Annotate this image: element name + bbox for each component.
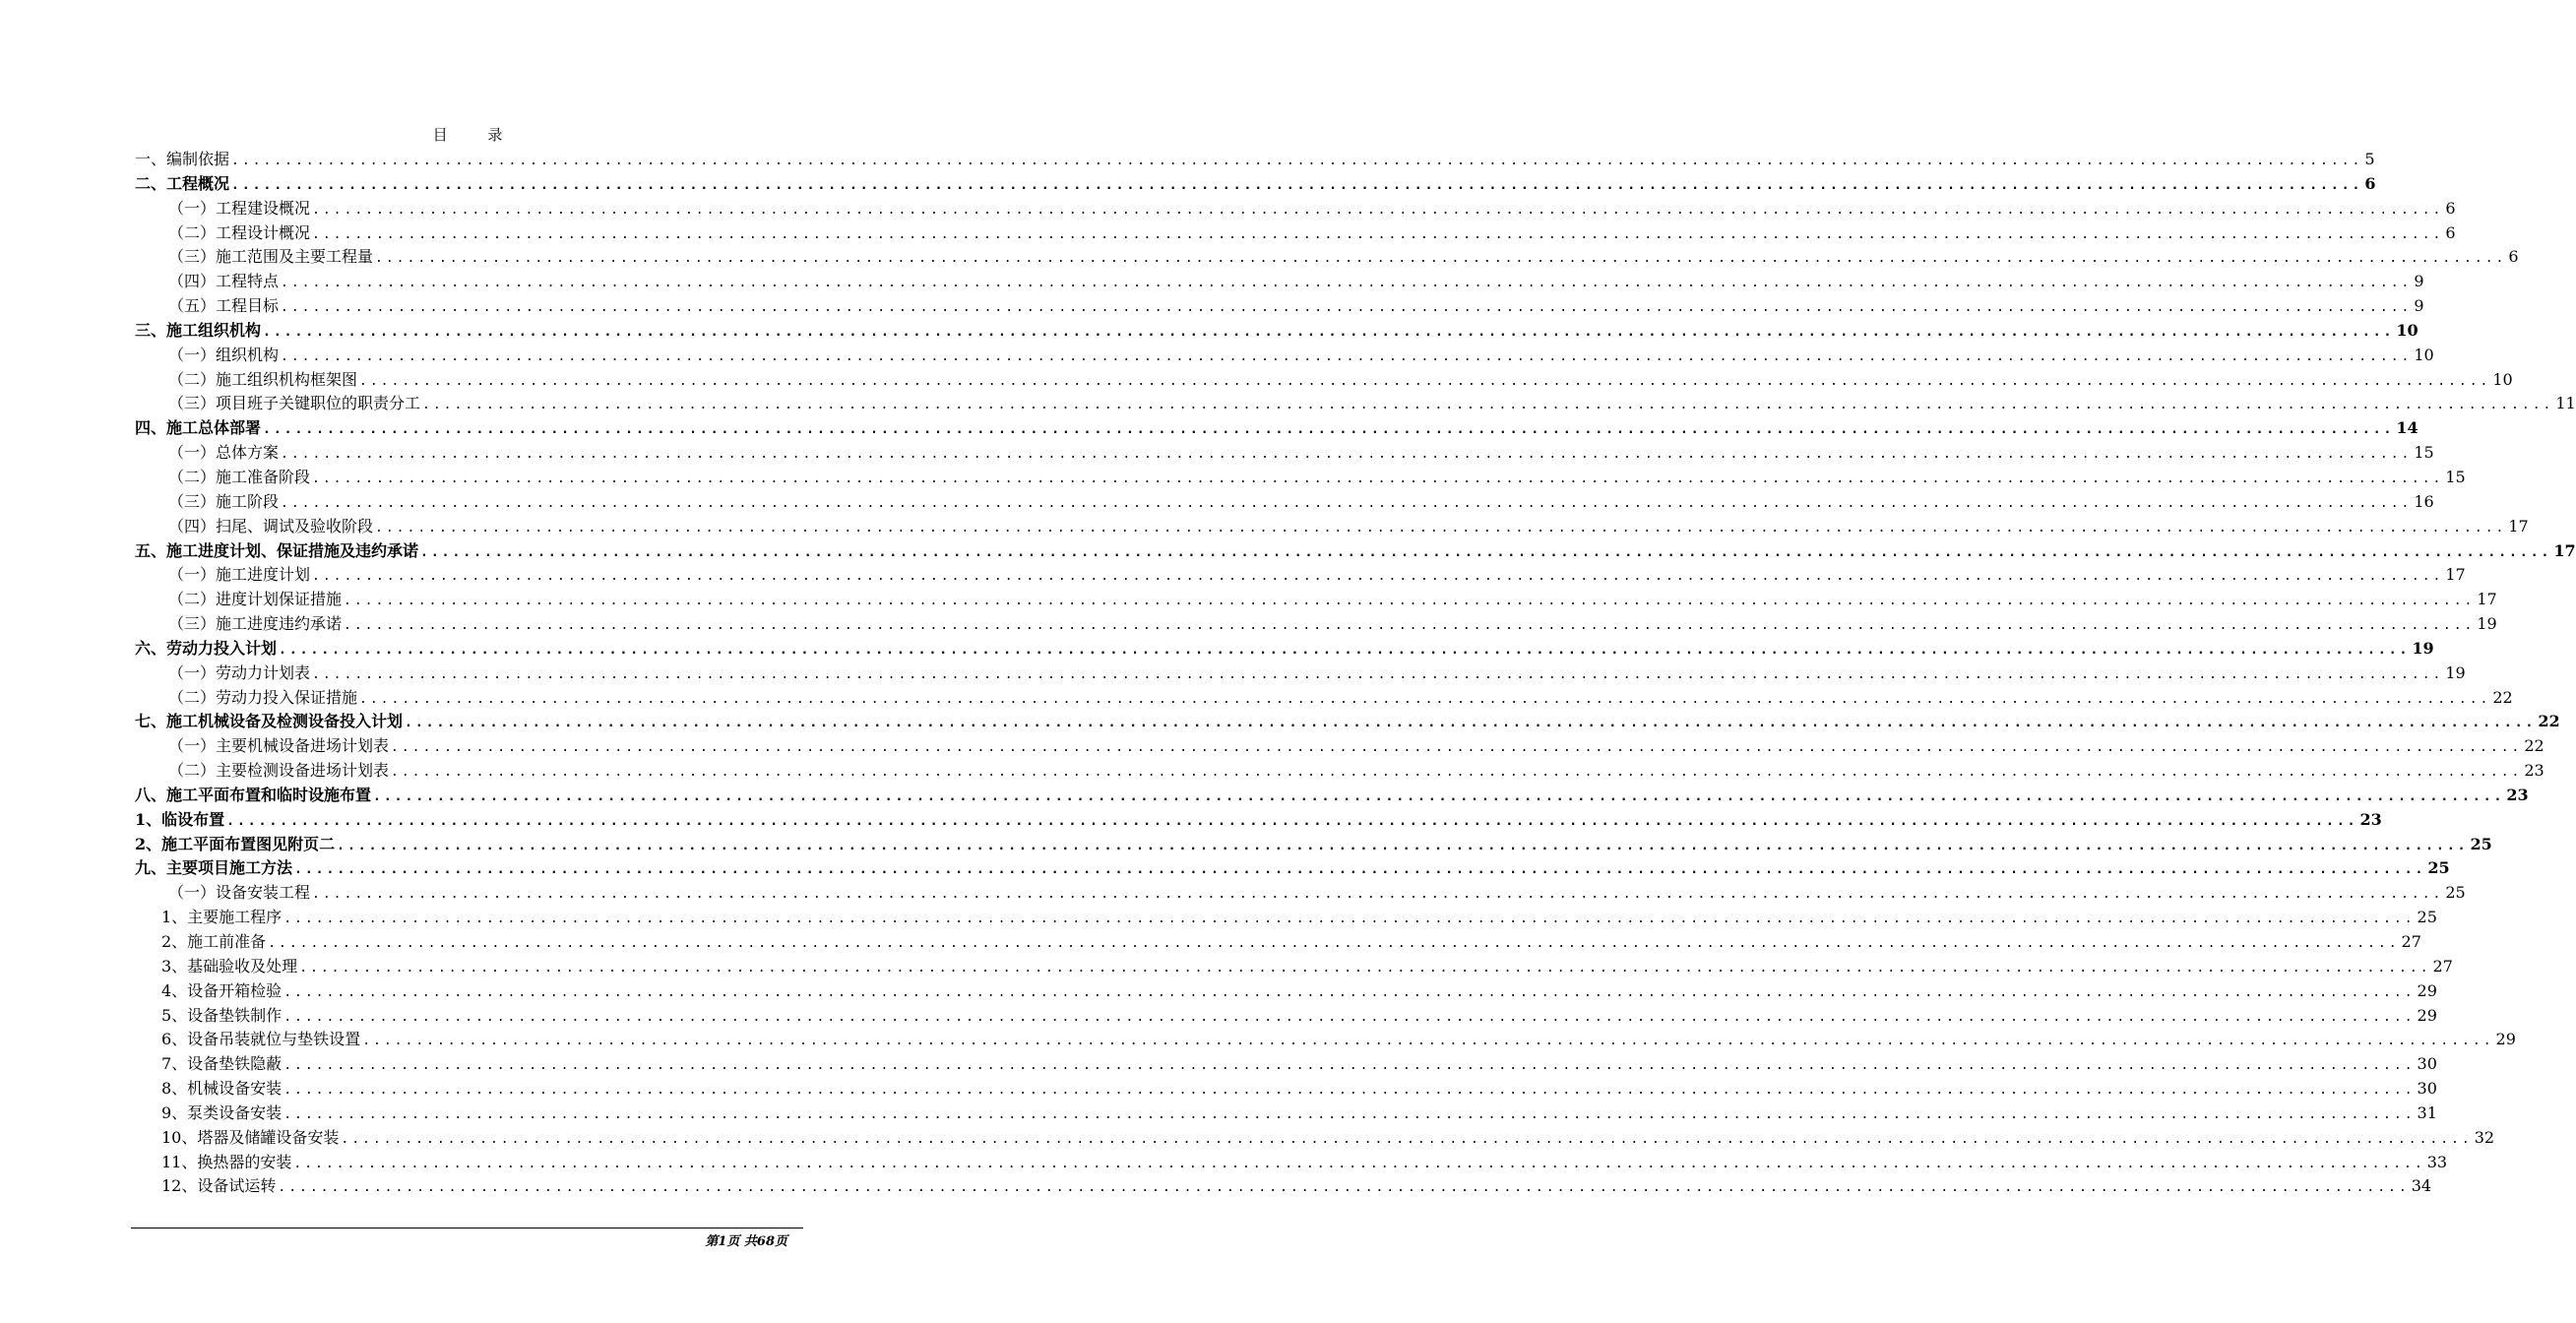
toc-entry-label: 九、主要项目施工方法 xyxy=(135,858,293,878)
toc-entry-label: （二）工程设计概况 xyxy=(168,222,311,242)
toc-entry-label: 2、施工平面布置图见附页二 xyxy=(135,834,336,853)
toc-dot-leader: ........................................................................................................................................................................................................ xyxy=(268,936,2400,951)
toc-dot-leader: ........................................................................................................................................................................................................ xyxy=(337,838,2469,853)
toc-dot-leader: ........................................................................................................................................................................................................ xyxy=(283,1083,2416,1099)
toc-entry-label: （三）施工范围及主要工程量 xyxy=(168,247,374,267)
toc-entry-page: 15 xyxy=(2445,467,2466,486)
toc-entry-page: 27 xyxy=(2401,932,2421,951)
toc-entry-page: 23 xyxy=(2524,761,2545,781)
toc-entry-label: （一）主要机械设备进场计划表 xyxy=(168,736,390,756)
toc-dot-leader: ........................................................................................................................................................................................................ xyxy=(283,1058,2416,1074)
toc-entry-page: 17 xyxy=(2477,590,2497,609)
toc-entry[interactable] xyxy=(135,270,2424,294)
toc-entry-page: 32 xyxy=(2474,1127,2495,1147)
toc-dot-leader: ........................................................................................................................................................................................................ xyxy=(294,862,2426,878)
toc-entry-label: 三、施工组织机构 xyxy=(135,320,262,340)
toc-entry[interactable] xyxy=(135,637,2434,662)
toc-entry-page: 9 xyxy=(2414,296,2424,316)
toc-entry-page: 33 xyxy=(2426,1152,2448,1171)
toc-entry-page: 29 xyxy=(2417,1005,2437,1025)
toc-entry-label: （一）工程建设概况 xyxy=(168,198,311,218)
toc-dot-leader: ........................................................................................................................................................................................................ xyxy=(405,716,2537,731)
toc-entry-label: 9、泵类设备安装 xyxy=(161,1102,283,1122)
toc-entry-label: （一）劳动力计划表 xyxy=(168,662,311,682)
toc-entry[interactable] xyxy=(135,955,2453,979)
toc-entry[interactable] xyxy=(135,906,2437,930)
toc-entry-label: 4、设备开箱检验 xyxy=(161,980,283,1000)
toc-dot-leader: ........................................................................................................................................................................................................ xyxy=(281,276,2413,291)
toc-entry[interactable] xyxy=(135,588,2497,612)
toc-entry-page: 30 xyxy=(2417,1079,2437,1099)
toc-entry-page: 25 xyxy=(2427,858,2450,878)
toc-entry[interactable] xyxy=(135,392,2576,416)
toc-entry-page: 10 xyxy=(2396,320,2419,340)
toc-entry-page: 17 xyxy=(2445,565,2466,585)
toc-entry-label: （三）施工阶段 xyxy=(168,491,280,511)
toc-entry[interactable] xyxy=(135,662,2466,686)
table-of-contents xyxy=(135,148,2576,1199)
toc-entry[interactable] xyxy=(135,148,2375,172)
toc-entry-label: 一、编制依据 xyxy=(135,150,230,168)
toc-entry-label: （二）主要检测设备进场计划表 xyxy=(168,761,390,781)
toc-entry-label: 11、换热器的安装 xyxy=(161,1152,292,1171)
toc-entry-label: （三）项目班子关键职位的职责分工 xyxy=(168,394,421,413)
toc-dot-leader: ........................................................................................................................................................................................................ xyxy=(283,1009,2416,1025)
toc-dot-leader: ........................................................................................................................................................................................................ xyxy=(312,569,2444,585)
toc-entry[interactable] xyxy=(135,416,2419,441)
toc-entry-label: 四、施工总体部署 xyxy=(135,418,262,438)
toc-dot-leader: ........................................................................................................................................................................................................ xyxy=(263,324,2395,340)
toc-dot-leader: ........................................................................................................................................................................................................ xyxy=(359,691,2491,707)
toc-entry-page: 25 xyxy=(2417,908,2437,927)
toc-dot-leader: ........................................................................................................................................................................................................ xyxy=(283,984,2416,1000)
toc-dot-leader: ........................................................................................................................................................................................................ xyxy=(359,373,2491,389)
toc-entry-page: 19 xyxy=(2412,638,2434,658)
toc-entry[interactable] xyxy=(135,245,2519,270)
toc-dot-leader: ........................................................................................................................................................................................................ xyxy=(312,202,2444,218)
toc-dot-leader: ........................................................................................................................................................................................................ xyxy=(226,813,2358,829)
toc-dot-leader: ........................................................................................................................................................................................................ xyxy=(344,618,2476,634)
toc-entry-page: 17 xyxy=(2508,516,2529,536)
toc-dot-leader: ........................................................................................................................................................................................................ xyxy=(341,1131,2473,1147)
toc-dot-leader: ........................................................................................................................................................................................................ xyxy=(362,1034,2494,1049)
toc-dot-leader: ........................................................................................................................................................................................................ xyxy=(299,960,2431,976)
toc-entry-page: 17 xyxy=(2553,540,2576,560)
toc-dot-leader: ........................................................................................................................................................................................................ xyxy=(279,642,2411,658)
toc-entry[interactable] xyxy=(135,221,2456,246)
toc-entry-label: （一）组织机构 xyxy=(168,345,280,364)
toc-dot-leader: ........................................................................................................................................................................................................ xyxy=(373,788,2505,804)
toc-entry[interactable] xyxy=(135,197,2456,221)
toc-entry-label: 七、施工机械设备及检测设备投入计划 xyxy=(135,712,404,731)
page-number-footer: 第1页 共68页 xyxy=(705,1234,787,1249)
toc-entry[interactable] xyxy=(135,710,2560,734)
toc-entry-page: 10 xyxy=(2414,345,2434,364)
toc-entry-label: （二）进度计划保证措施 xyxy=(168,590,343,609)
toc-entry-page: 10 xyxy=(2492,369,2513,389)
toc-entry-label: （一）施工进度计划 xyxy=(168,565,311,585)
toc-entry[interactable] xyxy=(135,319,2419,344)
toc-entry-page: 25 xyxy=(2470,834,2492,853)
toc-entry[interactable] xyxy=(135,784,2529,808)
toc-title: 目 录 xyxy=(432,126,521,144)
toc-dot-leader: ........................................................................................................................................................................................................ xyxy=(293,1156,2425,1171)
toc-entry-page: 6 xyxy=(2364,173,2376,193)
toc-entry[interactable] xyxy=(135,808,2382,833)
toc-entry[interactable] xyxy=(135,515,2529,539)
toc-entry-label: （一）设备安装工程 xyxy=(168,883,311,903)
toc-entry[interactable] xyxy=(135,1102,2437,1126)
toc-entry-page: 9 xyxy=(2414,272,2424,291)
toc-entry[interactable] xyxy=(135,344,2434,368)
toc-entry[interactable] xyxy=(135,686,2513,711)
toc-entry-page: 22 xyxy=(2524,736,2545,756)
toc-dot-leader: ........................................................................................................................................................................................................ xyxy=(281,348,2413,364)
toc-entry[interactable] xyxy=(135,368,2513,393)
toc-dot-leader: ........................................................................................................................................................................................................ xyxy=(312,471,2444,486)
toc-dot-leader: ........................................................................................................................................................................................................ xyxy=(375,520,2507,536)
toc-entry-label: （四）工程特点 xyxy=(168,272,280,291)
toc-entry-label: 二、工程概况 xyxy=(135,173,230,193)
toc-dot-leader: ........................................................................................................................................................................................................ xyxy=(281,447,2413,463)
toc-entry-page: 6 xyxy=(2445,222,2456,242)
toc-entry[interactable] xyxy=(135,563,2466,588)
toc-entry-page: 16 xyxy=(2414,491,2434,511)
toc-dot-leader: ........................................................................................................................................................................................................ xyxy=(420,544,2552,560)
toc-entry-page: 22 xyxy=(2492,687,2513,707)
toc-entry[interactable] xyxy=(135,1052,2437,1077)
toc-entry-label: 八、施工平面布置和临时设施布置 xyxy=(135,785,372,804)
toc-entry-page: 29 xyxy=(2495,1030,2516,1049)
toc-entry[interactable] xyxy=(135,1028,2516,1052)
toc-entry-page: 29 xyxy=(2417,980,2437,1000)
toc-entry-page: 6 xyxy=(2508,247,2519,267)
toc-dot-leader: ........................................................................................................................................................................................................ xyxy=(422,398,2554,413)
toc-entry-page: 14 xyxy=(2396,418,2419,438)
toc-entry[interactable] xyxy=(135,930,2421,955)
toc-entry-label: 7、设备垫铁隐蔽 xyxy=(161,1054,283,1074)
toc-entry-page: 11 xyxy=(2555,394,2576,413)
toc-entry[interactable] xyxy=(135,1004,2437,1029)
toc-entry[interactable] xyxy=(135,833,2492,857)
toc-entry-page: 19 xyxy=(2477,614,2497,634)
toc-dot-leader: ........................................................................................................................................................................................................ xyxy=(278,1180,2410,1196)
toc-entry-page: 27 xyxy=(2432,956,2453,976)
toc-dot-leader: ........................................................................................................................................................................................................ xyxy=(375,251,2507,267)
toc-entry-label: 12、设备试运转 xyxy=(161,1176,277,1196)
toc-dot-leader: ........................................................................................................................................................................................................ xyxy=(283,1106,2416,1122)
toc-entry[interactable] xyxy=(135,856,2450,881)
toc-entry-label: （五）工程目标 xyxy=(168,296,280,316)
toc-entry[interactable] xyxy=(135,294,2424,319)
toc-entry-label: 5、设备垫铁制作 xyxy=(161,1005,283,1025)
toc-entry[interactable] xyxy=(135,734,2545,759)
toc-dot-leader: ........................................................................................................................................................................................................ xyxy=(391,740,2523,756)
toc-entry-page: 6 xyxy=(2445,198,2456,218)
toc-entry[interactable] xyxy=(135,172,2376,197)
toc-entry-label: 6、设备吊装就位与垫铁设置 xyxy=(161,1030,361,1049)
toc-dot-leader: ........................................................................................................................................................................................................ xyxy=(312,226,2444,242)
toc-dot-leader: ........................................................................................................................................................................................................ xyxy=(231,177,2363,193)
toc-dot-leader: ........................................................................................................................................................................................................ xyxy=(283,912,2416,927)
toc-dot-leader: ........................................................................................................................................................................................................ xyxy=(344,594,2476,609)
toc-dot-leader: ........................................................................................................................................................................................................ xyxy=(263,422,2395,438)
toc-entry-page: 5 xyxy=(2364,150,2375,168)
toc-entry[interactable] xyxy=(135,441,2434,466)
toc-entry-label: （一）总体方案 xyxy=(168,443,280,463)
toc-dot-leader: ........................................................................................................................................................................................................ xyxy=(312,887,2444,903)
toc-entry[interactable] xyxy=(135,1077,2437,1102)
toc-entry[interactable] xyxy=(135,1174,2432,1199)
toc-entry-label: 3、基础验收及处理 xyxy=(161,956,298,976)
toc-entry-label: （四）扫尾、调试及验收阶段 xyxy=(168,516,374,536)
toc-entry-page: 31 xyxy=(2417,1102,2437,1122)
toc-dot-leader: ........................................................................................................................................................................................................ xyxy=(281,495,2413,511)
toc-entry[interactable] xyxy=(135,466,2466,490)
toc-entry-label: 2、施工前准备 xyxy=(161,932,267,951)
toc-entry-label: 五、施工进度计划、保证措施及违约承诺 xyxy=(135,540,419,560)
toc-dot-leader: ........................................................................................................................................................................................................ xyxy=(312,666,2444,682)
toc-entry[interactable] xyxy=(135,1151,2448,1175)
toc-entry-page: 22 xyxy=(2538,712,2560,731)
toc-entry-label: （三）施工进度违约承诺 xyxy=(168,614,343,634)
toc-entry[interactable] xyxy=(135,539,2576,564)
toc-entry-label: 1、临设布置 xyxy=(135,809,225,829)
toc-entry[interactable] xyxy=(135,612,2497,637)
toc-dot-leader: ........................................................................................................................................................................................................ xyxy=(281,300,2413,316)
toc-entry-label: 六、劳动力投入计划 xyxy=(135,638,278,658)
toc-entry[interactable] xyxy=(135,490,2434,515)
toc-entry-page: 34 xyxy=(2411,1176,2432,1196)
toc-entry-label: 10、塔器及储罐设备安装 xyxy=(161,1127,340,1147)
toc-entry-label: （二）劳动力投入保证措施 xyxy=(168,687,358,707)
toc-entry-label: （二）施工准备阶段 xyxy=(168,467,311,486)
toc-entry[interactable] xyxy=(135,881,2466,906)
toc-entry-page: 23 xyxy=(2506,785,2529,804)
toc-entry[interactable] xyxy=(135,759,2545,784)
toc-entry-page: 15 xyxy=(2414,443,2434,463)
toc-entry-label: 8、机械设备安装 xyxy=(161,1079,283,1099)
toc-entry-page: 30 xyxy=(2417,1054,2437,1074)
toc-dot-leader: ........................................................................................................................................................................................................ xyxy=(231,154,2363,168)
toc-entry-page: 23 xyxy=(2359,809,2382,829)
toc-dot-leader: ........................................................................................................................................................................................................ xyxy=(391,765,2523,781)
toc-entry-page: 25 xyxy=(2445,883,2466,903)
toc-entry[interactable] xyxy=(135,1126,2495,1151)
toc-entry[interactable] xyxy=(135,979,2437,1004)
toc-entry-label: （二）施工组织机构框架图 xyxy=(168,369,358,389)
toc-entry-label: 1、主要施工程序 xyxy=(161,908,283,927)
toc-entry-page: 19 xyxy=(2445,662,2466,682)
